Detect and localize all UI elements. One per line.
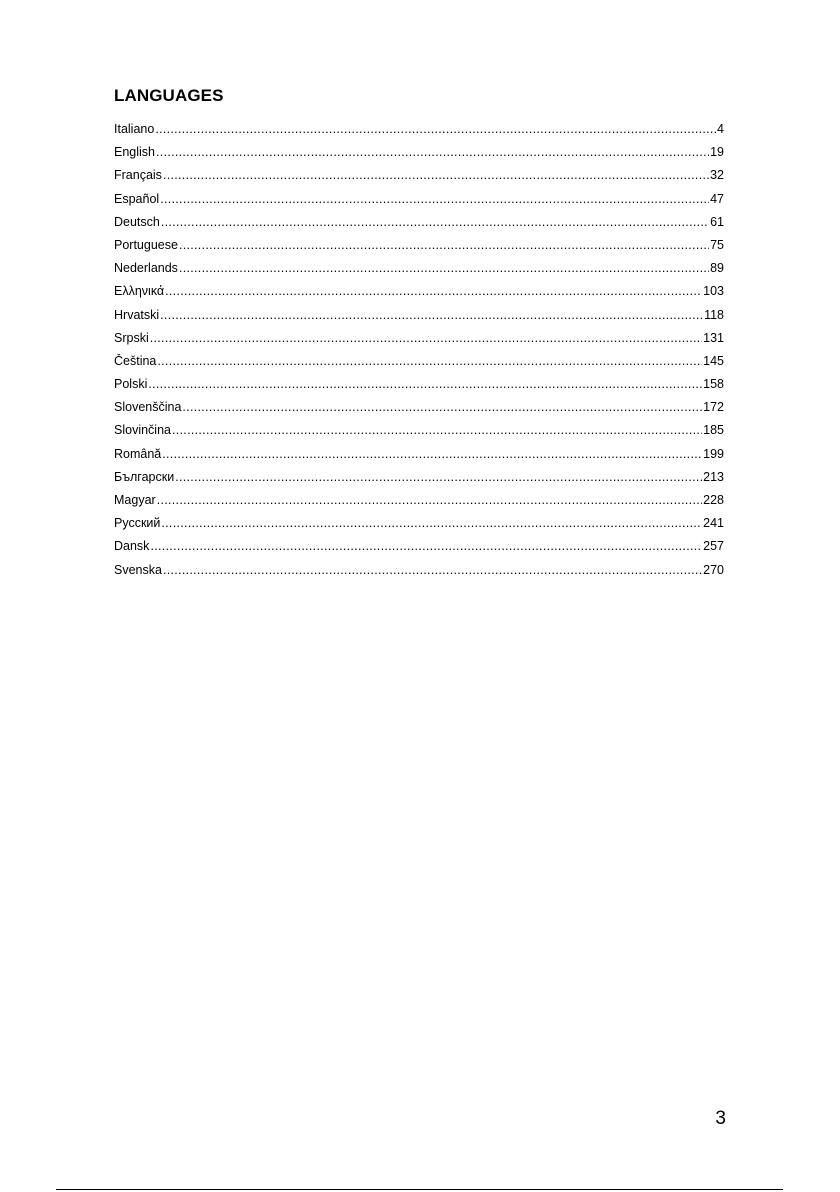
toc-leader-dots: [165, 284, 702, 298]
toc-entry-page: 75: [710, 237, 724, 252]
toc-entry-label: Español: [114, 191, 160, 206]
toc-entry-label: Svenska: [114, 562, 162, 577]
toc-entry-label: Hrvatski: [114, 307, 160, 322]
toc-leader-dots: [163, 168, 709, 182]
toc-entry-label: Slovinčina: [114, 423, 171, 438]
toc-entry: [114, 354, 724, 377]
toc-entry-page: 185: [703, 423, 724, 438]
toc-leader-dots: [182, 400, 702, 414]
toc-leader-dots: [157, 354, 702, 368]
toc-entry: [114, 493, 724, 516]
toc-entry-page: 199: [703, 446, 724, 461]
toc-entry-page: 118: [704, 307, 724, 322]
toc-entry-label: Dansk: [114, 539, 150, 554]
toc-entry-page: 158: [703, 377, 724, 392]
toc-entry: [114, 563, 724, 586]
toc-entry: [114, 215, 724, 238]
toc-entry-label: Nederlands: [114, 261, 178, 276]
toc-entry: [114, 238, 724, 261]
toc-entry: [114, 122, 724, 145]
toc-entry-page: 131: [703, 330, 724, 345]
toc-entry-label: English: [114, 145, 155, 160]
toc-entry-label: Čeština: [114, 353, 157, 368]
toc-leader-dots: [179, 261, 709, 275]
toc-entry: [114, 261, 724, 284]
toc-entry-page: 61: [710, 214, 724, 229]
toc-entry: [114, 423, 724, 446]
toc-leader-dots: [162, 447, 702, 461]
toc-entry-label: Русский: [114, 516, 161, 531]
toc-leader-dots: [157, 493, 702, 507]
toc-entry-page: 228: [703, 493, 724, 507]
toc-entry-label: Slovenščina: [114, 400, 182, 415]
toc-entry-label: Portuguese: [114, 237, 178, 252]
toc-entry-page: 257: [703, 539, 724, 554]
toc-entry: [114, 192, 724, 215]
toc-entry-page: 19: [710, 145, 724, 160]
toc-entry: [114, 516, 724, 539]
toc-entry: [114, 284, 724, 307]
toc-entry: [114, 331, 724, 354]
toc-leader-dots: [163, 563, 702, 577]
toc-leader-dots: [160, 192, 709, 206]
toc-entry-page: 47: [710, 191, 724, 206]
table-of-contents: [114, 122, 724, 586]
toc-leader-dots: [161, 215, 709, 229]
toc-leader-dots: [172, 423, 702, 437]
toc-leader-dots: [150, 331, 702, 345]
toc-entry-page: 103: [703, 284, 724, 299]
toc-entry: [114, 539, 724, 562]
page-title: LANGUAGES: [114, 86, 224, 105]
toc-entry-label: Български: [114, 469, 175, 484]
toc-leader-dots: [156, 145, 709, 159]
toc-entry-page: 241: [703, 516, 724, 531]
toc-leader-dots: [155, 122, 716, 136]
toc-entry: [114, 400, 724, 423]
footer-divider: [56, 1189, 783, 1190]
toc-entry: [114, 308, 724, 331]
toc-entry: [114, 145, 724, 168]
toc-entry: [114, 377, 724, 400]
toc-leader-dots: [150, 539, 702, 553]
toc-entry: [114, 168, 724, 191]
toc-entry-label: Magyar: [114, 493, 156, 507]
toc-entry-page: 270: [703, 562, 724, 577]
toc-entry-page: 172: [703, 400, 724, 415]
toc-leader-dots: [148, 377, 702, 391]
toc-entry: [114, 470, 724, 493]
toc-entry-label: Français: [114, 168, 162, 183]
toc-leader-dots: [161, 516, 702, 530]
toc-entry-label: Română: [114, 446, 162, 461]
toc-entry-page: 89: [710, 261, 724, 276]
page-number: 3: [715, 1108, 726, 1129]
toc-entry-label: Deutsch: [114, 214, 160, 229]
toc-entry-page: 32: [710, 168, 724, 183]
toc-leader-dots: [160, 308, 703, 322]
toc-leader-dots: [179, 238, 709, 252]
toc-entry-page: 4: [717, 122, 724, 136]
toc-entry-page: 213: [703, 469, 724, 484]
toc-entry-label: Polski: [114, 377, 148, 392]
toc-entry: [114, 447, 724, 470]
toc-entry-label: Ελληνικά: [114, 284, 165, 299]
toc-entry-page: 145: [703, 353, 724, 368]
toc-leader-dots: [175, 470, 702, 484]
toc-entry-label: Srpski: [114, 330, 149, 345]
toc-entry-label: Italiano: [114, 122, 155, 136]
